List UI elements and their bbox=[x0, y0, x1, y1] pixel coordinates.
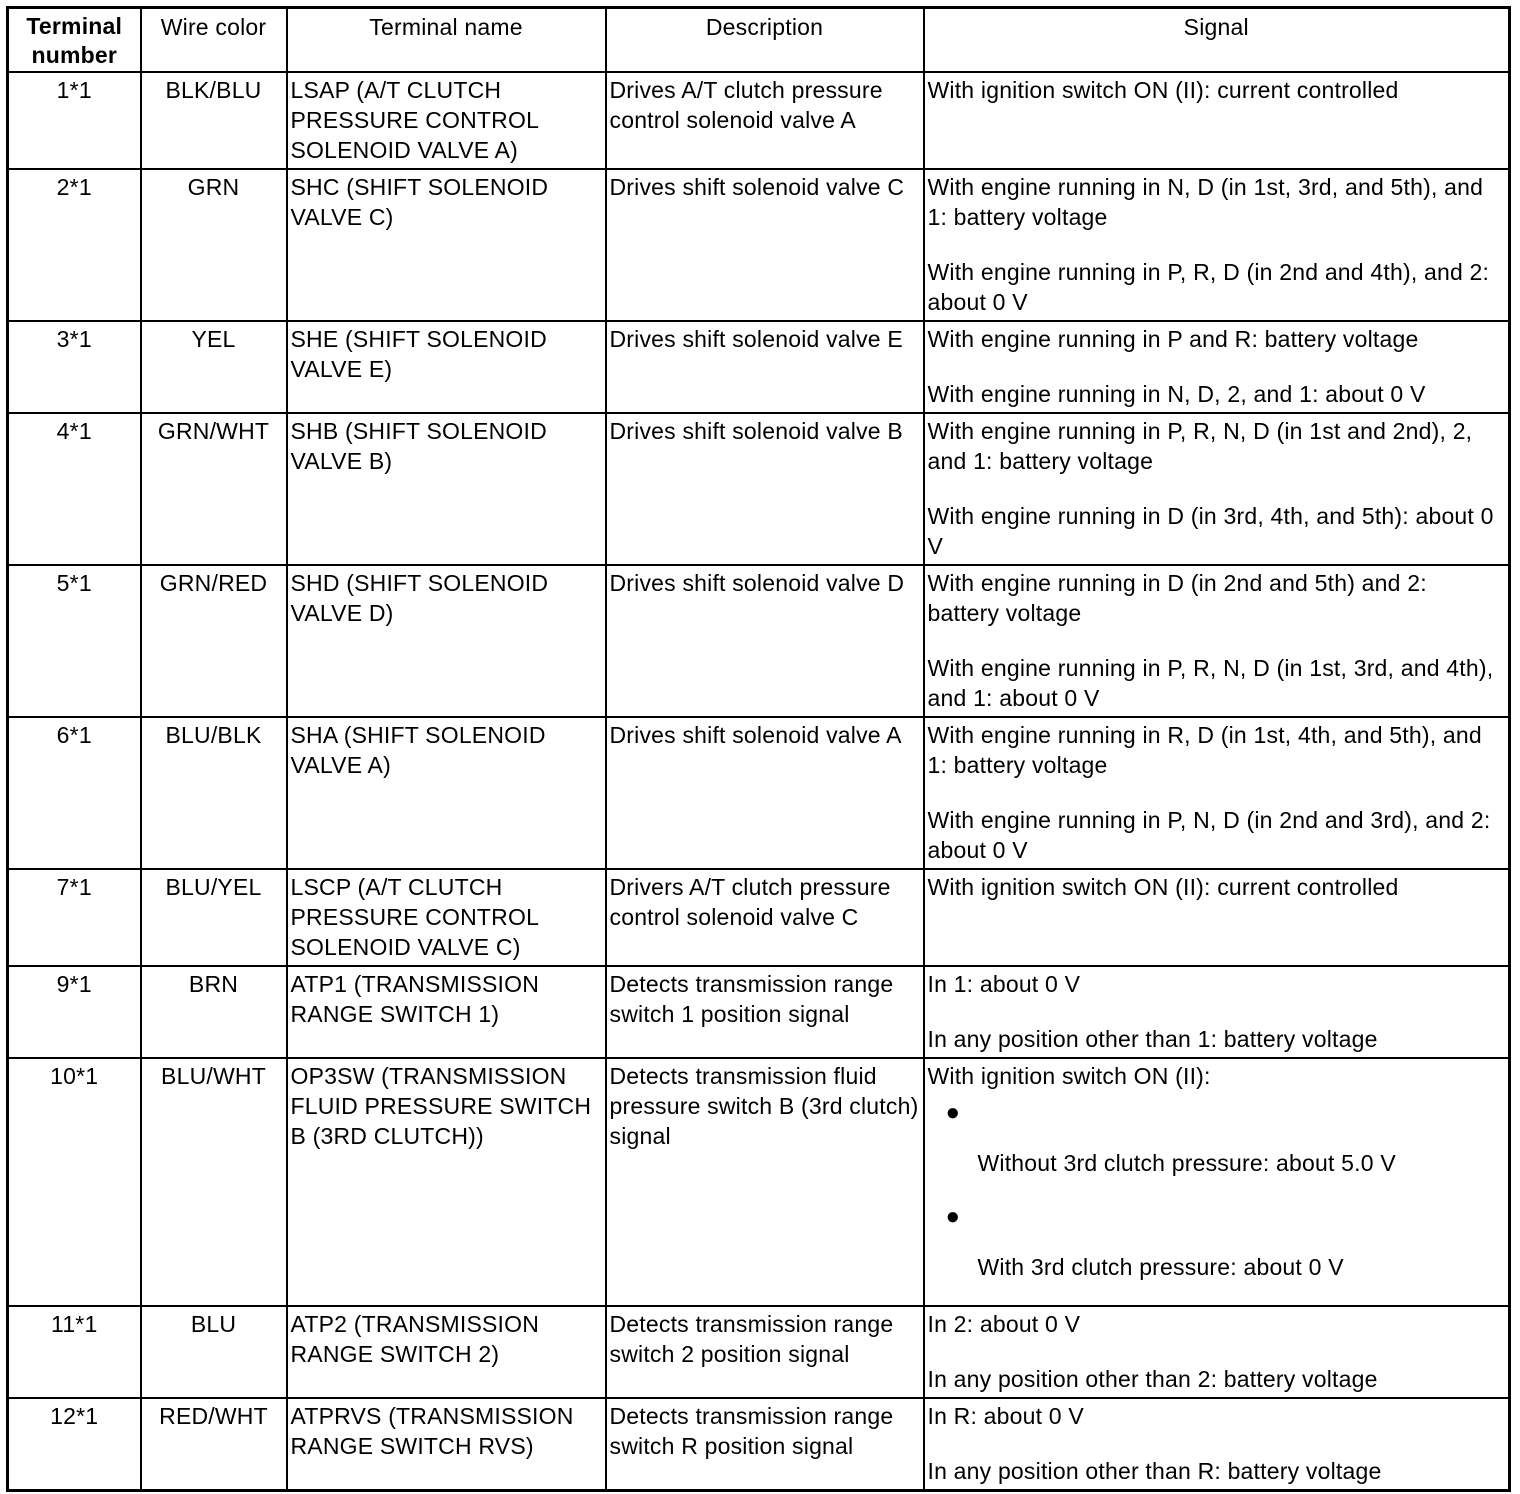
table-row bbox=[8, 966, 1510, 1058]
signal-line: With ignition switch ON (II): current controlled bbox=[927, 77, 1399, 103]
terminal-name-cell: SHA (SHIFT SOLENOID VALVE A) bbox=[287, 717, 606, 869]
signal-cell bbox=[924, 1398, 1510, 1490]
table-row bbox=[8, 565, 1510, 717]
table-row bbox=[8, 72, 1510, 169]
terminal-name-cell: SHD (SHIFT SOLENOID VALVE D) bbox=[287, 565, 606, 717]
wire-color-cell: BRN bbox=[141, 966, 287, 1058]
wire-color-cell: BLU/YEL bbox=[141, 869, 287, 966]
signal-cell bbox=[924, 1306, 1510, 1398]
wire-color-cell: BLU bbox=[141, 1306, 287, 1398]
description-cell: Drives shift solenoid valve C bbox=[606, 169, 924, 321]
bullet-dot-icon: ● bbox=[945, 1203, 961, 1230]
signal-bullet-item bbox=[928, 1091, 1506, 1195]
description-cell: Detects transmission range switch R position signal bbox=[606, 1398, 924, 1490]
signal-cell bbox=[924, 966, 1510, 1058]
signal-line: With engine running in P, N, D (in 2nd and 3rd), and 2: about 0 V bbox=[927, 807, 1491, 863]
wire-color-cell: GRN bbox=[141, 169, 287, 321]
signal-cell bbox=[924, 72, 1510, 169]
terminal-name-cell: ATP1 (TRANSMISSION RANGE SWITCH 1) bbox=[287, 966, 606, 1058]
description-cell: Detects transmission range switch 2 position signal bbox=[606, 1306, 924, 1398]
wire-color-cell: BLU/WHT bbox=[141, 1058, 287, 1306]
signal-line: In 1: about 0 V bbox=[927, 971, 1081, 997]
terminal-name-cell: OP3SW (TRANSMISSION FLUID PRESSURE SWITCH B (3RD CLUTCH)) bbox=[287, 1058, 606, 1306]
description-cell: Drives shift solenoid valve A bbox=[606, 717, 924, 869]
signal-line: With engine running in P and R: battery voltage bbox=[927, 326, 1419, 352]
terminal-name-cell: SHE (SHIFT SOLENOID VALVE E) bbox=[287, 321, 606, 413]
terminal-number-cell: 4*1 bbox=[8, 413, 141, 565]
header-terminal-number: Terminal number bbox=[8, 8, 141, 73]
wire-color-cell: BLU/BLK bbox=[141, 717, 287, 869]
terminal-number-cell: 5*1 bbox=[8, 565, 141, 717]
signal-cell bbox=[924, 717, 1510, 869]
header-row bbox=[8, 8, 1510, 73]
signal-cell bbox=[924, 413, 1510, 565]
signal-cell bbox=[924, 169, 1510, 321]
wire-color-cell: YEL bbox=[141, 321, 287, 413]
signal-line: In R: about 0 V bbox=[927, 1403, 1084, 1429]
table-row bbox=[8, 1058, 1510, 1306]
signal-line: With engine running in R, D (in 1st, 4th, and 5th), and 1: battery voltage bbox=[927, 722, 1482, 778]
bullet-text: With 3rd clutch pressure: about 0 V bbox=[977, 1254, 1344, 1280]
terminal-number-cell: 11*1 bbox=[8, 1306, 141, 1398]
table-row bbox=[8, 717, 1510, 869]
table-row bbox=[8, 413, 1510, 565]
terminal-name-cell: LSAP (A/T CLUTCH PRESSURE CONTROL SOLENOID VALVE A) bbox=[287, 72, 606, 169]
wire-color-cell: GRN/WHT bbox=[141, 413, 287, 565]
signal-cell bbox=[924, 1058, 1510, 1306]
signal-line: In any position other than 2: battery voltage bbox=[927, 1366, 1378, 1392]
terminal-number-cell: 1*1 bbox=[8, 72, 141, 169]
terminal-name-cell: SHB (SHIFT SOLENOID VALVE B) bbox=[287, 413, 606, 565]
terminal-number-cell: 9*1 bbox=[8, 966, 141, 1058]
terminal-number-cell: 6*1 bbox=[8, 717, 141, 869]
signal-cell bbox=[924, 869, 1510, 966]
header-wire-color: Wire color bbox=[141, 8, 287, 73]
header-description: Description bbox=[606, 8, 924, 73]
signal-cell bbox=[924, 565, 1510, 717]
signal-line: With engine running in N, D (in 1st, 3rd, and 5th), and 1: battery voltage bbox=[927, 174, 1484, 230]
terminal-number-cell: 2*1 bbox=[8, 169, 141, 321]
signal-line: With engine running in P, R, N, D (in 1st, 3rd, and 4th), and 1: about 0 V bbox=[927, 655, 1494, 711]
signal-line: With engine running in D (in 3rd, 4th, and 5th): about 0 V bbox=[927, 503, 1494, 559]
bullet-dot-icon: ● bbox=[945, 1099, 961, 1126]
description-cell: Drives shift solenoid valve E bbox=[606, 321, 924, 413]
signal-line: With engine running in P, R, N, D (in 1st and 2nd), 2, and 1: battery voltage bbox=[927, 418, 1473, 474]
signal-line: In any position other than 1: battery voltage bbox=[927, 1026, 1378, 1052]
header-terminal-name: Terminal name bbox=[287, 8, 606, 73]
signal-line: With ignition switch ON (II): current controlled bbox=[927, 874, 1399, 900]
table-row bbox=[8, 869, 1510, 966]
header-signal: Signal bbox=[924, 8, 1510, 73]
terminal-name-cell: SHC (SHIFT SOLENOID VALVE C) bbox=[287, 169, 606, 321]
table-row bbox=[8, 321, 1510, 413]
signal-bullet-item bbox=[928, 1195, 1506, 1299]
wire-color-cell: RED/WHT bbox=[141, 1398, 287, 1490]
description-cell: Drivers A/T clutch pressure control solenoid valve C bbox=[606, 869, 924, 966]
table-row bbox=[8, 169, 1510, 321]
wire-color-cell: BLK/BLU bbox=[141, 72, 287, 169]
signal-line: With engine running in D (in 2nd and 5th) and 2: battery voltage bbox=[927, 570, 1427, 626]
table-row bbox=[8, 1398, 1510, 1490]
description-cell: Drives A/T clutch pressure control solenoid valve A bbox=[606, 72, 924, 169]
signal-line: In any position other than R: battery voltage bbox=[927, 1458, 1382, 1484]
terminal-name-cell: LSCP (A/T CLUTCH PRESSURE CONTROL SOLENOID VALVE C) bbox=[287, 869, 606, 966]
signal-line: With engine running in N, D, 2, and 1: about 0 V bbox=[927, 381, 1426, 407]
description-cell: Drives shift solenoid valve B bbox=[606, 413, 924, 565]
terminal-number-cell: 12*1 bbox=[8, 1398, 141, 1490]
signal-cell bbox=[924, 321, 1510, 413]
signal-line: With ignition switch ON (II): bbox=[927, 1063, 1211, 1089]
terminal-name-cell: ATPRVS (TRANSMISSION RANGE SWITCH RVS) bbox=[287, 1398, 606, 1490]
terminal-number-cell: 7*1 bbox=[8, 869, 141, 966]
wire-color-cell: GRN/RED bbox=[141, 565, 287, 717]
table-row bbox=[8, 1306, 1510, 1398]
terminal-table bbox=[6, 6, 1511, 1492]
terminal-name-cell: ATP2 (TRANSMISSION RANGE SWITCH 2) bbox=[287, 1306, 606, 1398]
description-cell: Drives shift solenoid valve D bbox=[606, 565, 924, 717]
terminal-number-cell: 10*1 bbox=[8, 1058, 141, 1306]
bullet-text: Without 3rd clutch pressure: about 5.0 V bbox=[977, 1150, 1396, 1176]
description-cell: Detects transmission fluid pressure switch B (3rd clutch) signal bbox=[606, 1058, 924, 1306]
signal-line: In 2: about 0 V bbox=[927, 1311, 1081, 1337]
description-cell: Detects transmission range switch 1 position signal bbox=[606, 966, 924, 1058]
signal-line: With engine running in P, R, D (in 2nd and 4th), and 2: about 0 V bbox=[927, 259, 1490, 315]
terminal-number-cell: 3*1 bbox=[8, 321, 141, 413]
